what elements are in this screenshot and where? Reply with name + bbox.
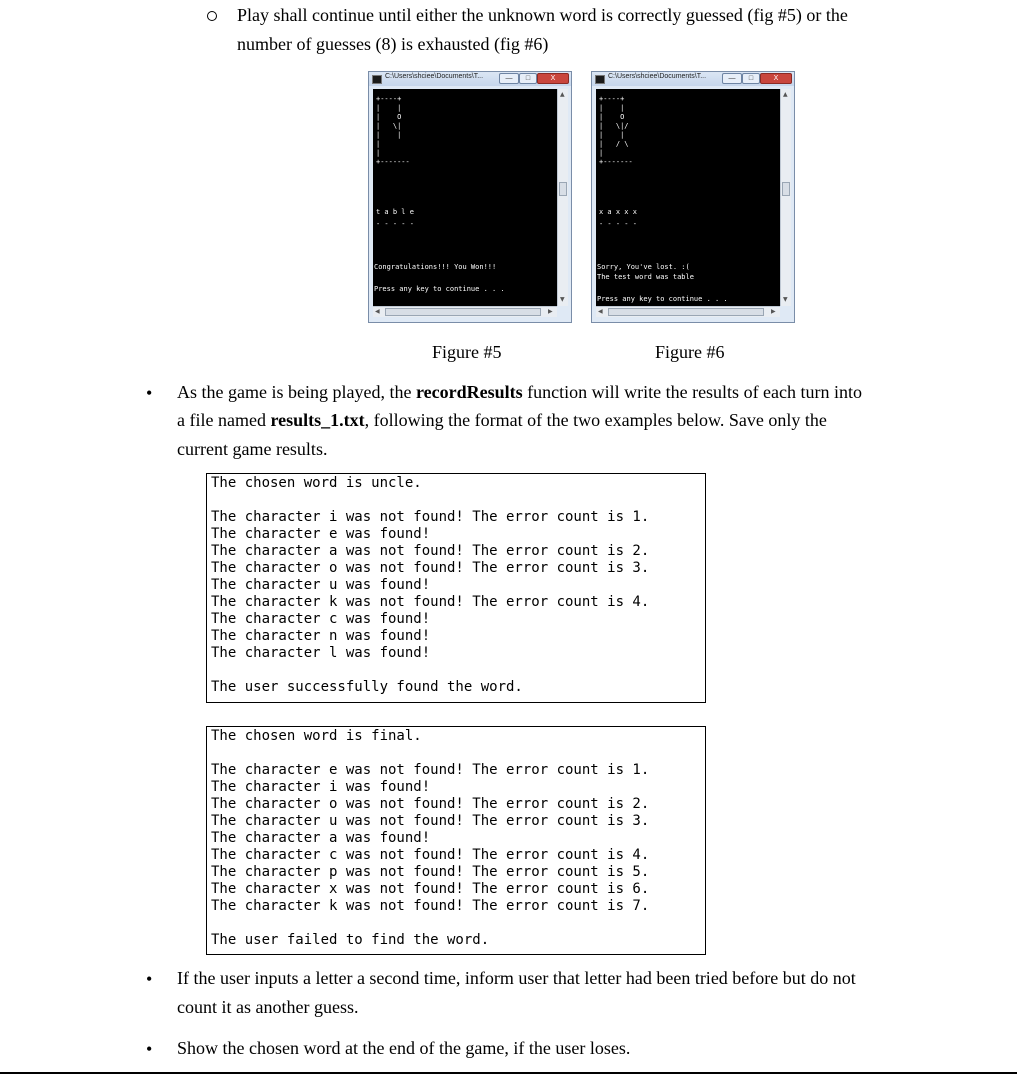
scroll-up-arrow-icon[interactable]: ▲: [560, 91, 565, 98]
gallows-drawing: +----+ | | | O | \| | | | | +-------: [376, 95, 410, 166]
minimize-button[interactable]: —: [722, 73, 742, 84]
console-screen: [373, 89, 557, 306]
window-title: C:\Users\shciee\Documents\T...: [385, 73, 484, 80]
figure-6-caption: Figure #6: [655, 342, 725, 362]
results-line: The character i was found!: [211, 779, 431, 795]
bullet-icon: •: [146, 1039, 153, 1059]
bullet-icon: •: [146, 969, 153, 989]
scroll-left-arrow-icon[interactable]: ◀: [375, 308, 380, 315]
results-line: The character p was not found! The error count is 5.: [211, 864, 650, 880]
results-line: The character c was not found! The error count is 4.: [211, 847, 650, 863]
results-line: The character i was not found! The error count is 1.: [211, 509, 650, 525]
example-results-box-1: [206, 473, 706, 703]
example-results-box-2: [206, 726, 706, 955]
result-message: Sorry, You've lost. :(: [597, 263, 690, 271]
file-name: results_1.txt: [270, 410, 365, 430]
scroll-thumb[interactable]: [559, 182, 567, 196]
results-line: The character l was found!: [211, 645, 431, 661]
results-line: The character o was not found! The error count is 3.: [211, 560, 650, 576]
window-title: C:\Users\shciee\Documents\T...: [608, 73, 707, 80]
figure-6-console-window: [591, 71, 795, 323]
close-button[interactable]: X: [537, 73, 569, 84]
title-bar: [369, 72, 571, 86]
repeat-bullet-line-2: count it as another guess.: [177, 997, 359, 1017]
record-bullet-line-1: [177, 378, 862, 407]
horizontal-scrollbar[interactable]: [596, 306, 780, 317]
function-name: recordResults: [415, 382, 523, 402]
scroll-left-arrow-icon[interactable]: ◀: [598, 308, 603, 315]
figure-5-caption: Figure #5: [432, 342, 502, 362]
scroll-down-arrow-icon[interactable]: ▼: [560, 296, 565, 303]
horizontal-scrollbar[interactable]: [373, 306, 557, 317]
results-line: The character a was not found! The error count is 2.: [211, 543, 650, 559]
scroll-right-arrow-icon[interactable]: ▶: [771, 308, 776, 315]
results-line: The character e was found!: [211, 526, 431, 542]
results-line: The character a was found!: [211, 830, 431, 846]
results-line: The character k was not found! The error count is 7.: [211, 898, 650, 914]
repeat-bullet-line-1: If the user inputs a letter a second time, inform user that letter had been tried before but do not: [177, 968, 856, 988]
scroll-thumb[interactable]: [782, 182, 790, 196]
vertical-scrollbar[interactable]: [780, 89, 791, 306]
console-app-icon: [372, 75, 382, 84]
maximize-button[interactable]: □: [519, 73, 537, 84]
test-word-message: The test word was table: [597, 273, 694, 281]
text: a file named: [177, 410, 271, 430]
word-display: t a b l e: [376, 208, 414, 216]
results-line: The character k was not found! The error count is 4.: [211, 594, 650, 610]
figure-5-console-window: [368, 71, 572, 323]
text: , following the format of the two examples below. Save only the: [364, 410, 827, 430]
title-bar: [592, 72, 794, 86]
results-line: The user failed to find the word.: [211, 932, 490, 948]
scroll-up-arrow-icon[interactable]: ▲: [783, 91, 788, 98]
record-bullet-line-3: current game results.: [177, 439, 328, 459]
results-line: The chosen word is final.: [211, 728, 422, 744]
results-line: The character c was found!: [211, 611, 431, 627]
results-line: The character u was not found! The error count is 3.: [211, 813, 650, 829]
word-dashes: - - - - -: [376, 220, 414, 228]
continue-prompt: Press any key to continue . . .: [374, 285, 505, 293]
results-line: The chosen word is uncle.: [211, 475, 422, 491]
scroll-right-arrow-icon[interactable]: ▶: [548, 308, 553, 315]
results-line: The character n was found!: [211, 628, 431, 644]
vertical-scrollbar[interactable]: [557, 89, 568, 306]
results-line: The user successfully found the word.: [211, 679, 523, 695]
results-line: The character o was not found! The error count is 2.: [211, 796, 650, 812]
continue-prompt: Press any key to continue . . .: [597, 295, 728, 303]
sub-bullet-line-2: number of guesses (8) is exhausted (fig #6): [237, 34, 549, 54]
show-bullet-line-1: Show the chosen word at the end of the game, if the user loses.: [177, 1038, 631, 1058]
record-bullet-line-2: [177, 406, 827, 435]
sub-bullet-circle: [207, 11, 217, 21]
result-message: Congratulations!!! You Won!!!: [374, 263, 497, 271]
word-display: x a x x x: [599, 208, 637, 216]
minimize-button[interactable]: —: [499, 73, 519, 84]
scroll-thumb[interactable]: [385, 308, 541, 316]
scroll-down-arrow-icon[interactable]: ▼: [783, 296, 788, 303]
close-button[interactable]: X: [760, 73, 792, 84]
text: As the game is being played, the: [177, 382, 416, 402]
results-line: The character x was not found! The error count is 6.: [211, 881, 650, 897]
bullet-icon: •: [146, 383, 153, 403]
sub-bullet-line-1: Play shall continue until either the unknown word is correctly guessed (fig #5) or the: [237, 5, 848, 25]
gallows-drawing: +----+ | | | O | \|/ | | | / \ | +-------: [599, 95, 633, 166]
scroll-thumb[interactable]: [608, 308, 764, 316]
text: function will write the results of each turn into: [522, 382, 863, 402]
word-dashes: - - - - -: [599, 220, 637, 228]
console-screen: [596, 89, 780, 306]
results-line: The character e was not found! The error count is 1.: [211, 762, 650, 778]
maximize-button[interactable]: □: [742, 73, 760, 84]
console-app-icon: [595, 75, 605, 84]
results-line: The character u was found!: [211, 577, 431, 593]
